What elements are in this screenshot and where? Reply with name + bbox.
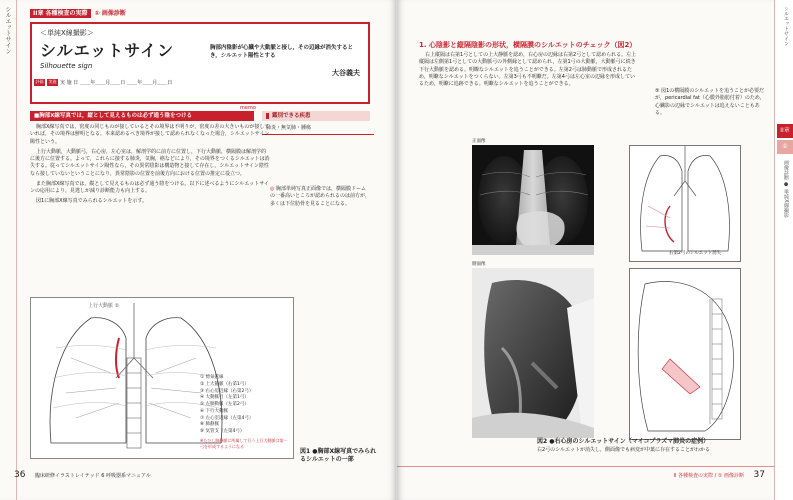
side-box-heading bbox=[262, 111, 370, 121]
lateral-sketch-diagram bbox=[629, 268, 741, 440]
kicker: ＜単純X線撮影＞ bbox=[40, 29, 94, 37]
paragraph: また胸部X線写真では，縦として見えるものは必ず通う陰をつける。以下に述べるようにシルエットサインの応用により，見逃しが減り診断能力も向上する。 bbox=[30, 180, 269, 194]
lateral-sketch-svg bbox=[630, 269, 740, 439]
paragraph: 右上縦隔は右第1弓としての上大静脈を認め，右心房の辺縁は右第2弓として認められる。左上縦隔は左側第1弓としての大動脈弓の外側縁として認められ，左第1弓の大動脈，大動脈弓に続き下行大動脈を認める。明瞭なシルエットを追うことができる。左第2弓は肺動脈で形成されるため，明瞭なシルエットをつくらない。左第3弓も不明瞭だ。左第4弓は左心室の辺縁を形成しているため，明瞭に追跡できる。明瞭なシルエットを追うことができる。 bbox=[419, 52, 637, 87]
section-heading: 1. 心陰影と縦隔陰影の形状，横隔膜のシルエットのチェック（図2） bbox=[419, 41, 637, 49]
date-field-2[interactable]: ＿＿年＿＿月＿＿日 bbox=[127, 80, 173, 86]
book-title: 臨床研修イラストレイテッド 6 呼吸器系マニュアル bbox=[35, 473, 151, 479]
legend-note: ※ただし肺静脈に所属して行う上行大動脈は第一弓を形成するようになる bbox=[200, 437, 288, 449]
memo-label: memo bbox=[240, 105, 256, 111]
author-name: 大谷義夫 bbox=[332, 69, 360, 77]
figure-1-top-label: 上行大動脈 ② bbox=[88, 303, 120, 309]
side-note-text: 胸部単純写真正面像では，横隔膜ドームの一番高いところが認められるのは前方が，多くは下位肋骨を見ることになる。 bbox=[270, 186, 371, 207]
page-title: シルエットサイン bbox=[40, 41, 175, 60]
thumb-tab-chapter[interactable]: II章 bbox=[777, 124, 793, 138]
section-footer: II 各種検査の実際 / ① 画像診断 bbox=[673, 473, 744, 479]
left-side-tab-text: シルエットサイン bbox=[4, 6, 11, 54]
date-field-1[interactable]: ＿＿年＿＿月＿＿日 bbox=[80, 80, 126, 86]
legend-item: ⑥ 下行大動脈 bbox=[200, 408, 228, 414]
body-text-left bbox=[30, 124, 270, 209]
badge-done: 実施 bbox=[48, 79, 57, 85]
thumb-tab-section[interactable]: ① bbox=[777, 140, 793, 154]
label-frontal: 正面像 bbox=[472, 139, 486, 144]
footer-divider bbox=[397, 466, 793, 467]
figure-1-legend bbox=[200, 375, 290, 450]
left-thumb-index bbox=[0, 0, 17, 500]
legend-item: ① 傍気管線 bbox=[200, 375, 224, 380]
chapter-label: II章 各種検査の実際 bbox=[30, 9, 91, 18]
legend-item: ④ 大動脈弓（左第1弓） bbox=[200, 395, 249, 401]
figure-2-caption-body: 右2弓のシルエットが消失し，側面像でも病変が中葉に存在することがわかる bbox=[537, 446, 710, 453]
bar-icon bbox=[266, 113, 269, 119]
paragraph: 図1に胸部X線写真でみられるシルエットを示す。 bbox=[36, 198, 147, 205]
sketch-note: 右第2弓のシルエット消失 bbox=[669, 251, 722, 256]
legend-item: ⑧ 肺静脈 bbox=[200, 422, 219, 428]
side-box-body: 肺炎・無気肺・腫瘍 bbox=[262, 122, 374, 135]
legend-item: ⑦ 左心室辺縁（左第4弓） bbox=[200, 415, 254, 421]
right-footer bbox=[673, 470, 765, 480]
page-number-right: 37 bbox=[753, 470, 765, 480]
chapter-sub: ① 画像診断 bbox=[94, 10, 126, 17]
date-label: 実 施 日 bbox=[60, 80, 79, 86]
note-marker-icon: ◎ bbox=[270, 186, 275, 192]
description-box bbox=[202, 22, 370, 104]
frontal-xray-image bbox=[472, 145, 594, 255]
legend-item: ② 上大静脈（右第1弓） bbox=[200, 381, 249, 387]
date-row bbox=[34, 79, 172, 86]
right-page bbox=[397, 0, 793, 500]
legend-item: ③ 右心房辺縁（右第2弓） bbox=[200, 388, 254, 394]
paragraph: 上行大動脈，大動脈弓，右心房，左心室は，解剖学的に前方に位置し，下行大動脈，横隔膜は解剖学的に後方に位置する。よって，これらに接する肺炎，気胸，癌などにより，その境界をつくるシルエットは消失する。従ってシルエットサイン陽性なら，その異常陰影は構造物と接して存在し，シルエットサイン陰性なら接していないということになり，異常陰影の位置を前後方向における位置の推定に役立つ。 bbox=[30, 148, 270, 177]
right-side-tab-top: シルエットサイン bbox=[783, 6, 789, 46]
right-side-vertical-text: 画像診断 ● 単純X線撮影 bbox=[783, 160, 789, 218]
side-box-heading-text: 鑑別できる疾患 bbox=[272, 113, 311, 119]
frontal-sketch-svg bbox=[630, 146, 740, 261]
page-subtitle: Silhouette sign bbox=[40, 62, 93, 70]
lateral-xray-image bbox=[472, 268, 594, 438]
chapter-tag bbox=[30, 8, 126, 17]
side-note-left bbox=[270, 186, 370, 208]
page-number-left: 36 bbox=[14, 470, 26, 480]
title-box bbox=[30, 22, 206, 104]
figure-1-caption: 図1 ●胸部X線写真でみられるシルエットの一部 bbox=[300, 448, 377, 464]
right-thumb-index bbox=[774, 0, 793, 500]
key-point-banner: ■胸部X線写真では，縦として見えるものは必ず通う陰をつける bbox=[30, 111, 254, 121]
figure-2-caption bbox=[537, 438, 767, 454]
left-page bbox=[0, 0, 396, 500]
description-text: 胸部内陰影が心臓や大動脈と接し，その辺縁が消失するとき，シルエット陽性とする bbox=[210, 45, 354, 60]
lateral-xray-svg bbox=[472, 268, 594, 438]
side-note-right: ⑤ 図1の横隔膜のシルエットを追うことが必要だが，pericardial fat（心膜外脂肪付着）のため，心臓影の辺縁でシルエットは追えないこともある。 bbox=[655, 88, 765, 116]
body-text-right bbox=[419, 52, 639, 88]
frontal-sketch-diagram bbox=[629, 145, 741, 262]
legend-item: ⑤ 左肺動脈（左第2弓） bbox=[200, 402, 249, 407]
frontal-xray-svg bbox=[472, 145, 594, 255]
paragraph: 胸部X線写真では，密度の同じものが接しているとその境界は不明りが，密度の差の大きいものが接していれば，その境界は鮮明となる。本来認めるべき境界が接して認められなくなった場合，シルエットサイン陽性という。 bbox=[30, 124, 270, 145]
figure-2-caption-title: 図2 ●右心房のシルエットサイン（マイコプラズマ肺炎の症例） bbox=[537, 438, 710, 445]
label-lateral: 側面像 bbox=[472, 262, 486, 267]
badge-evaluation: 評価 bbox=[35, 79, 44, 85]
legend-item: ⑨ 気管支（左第4弓） bbox=[200, 429, 245, 434]
left-footer bbox=[14, 470, 151, 480]
